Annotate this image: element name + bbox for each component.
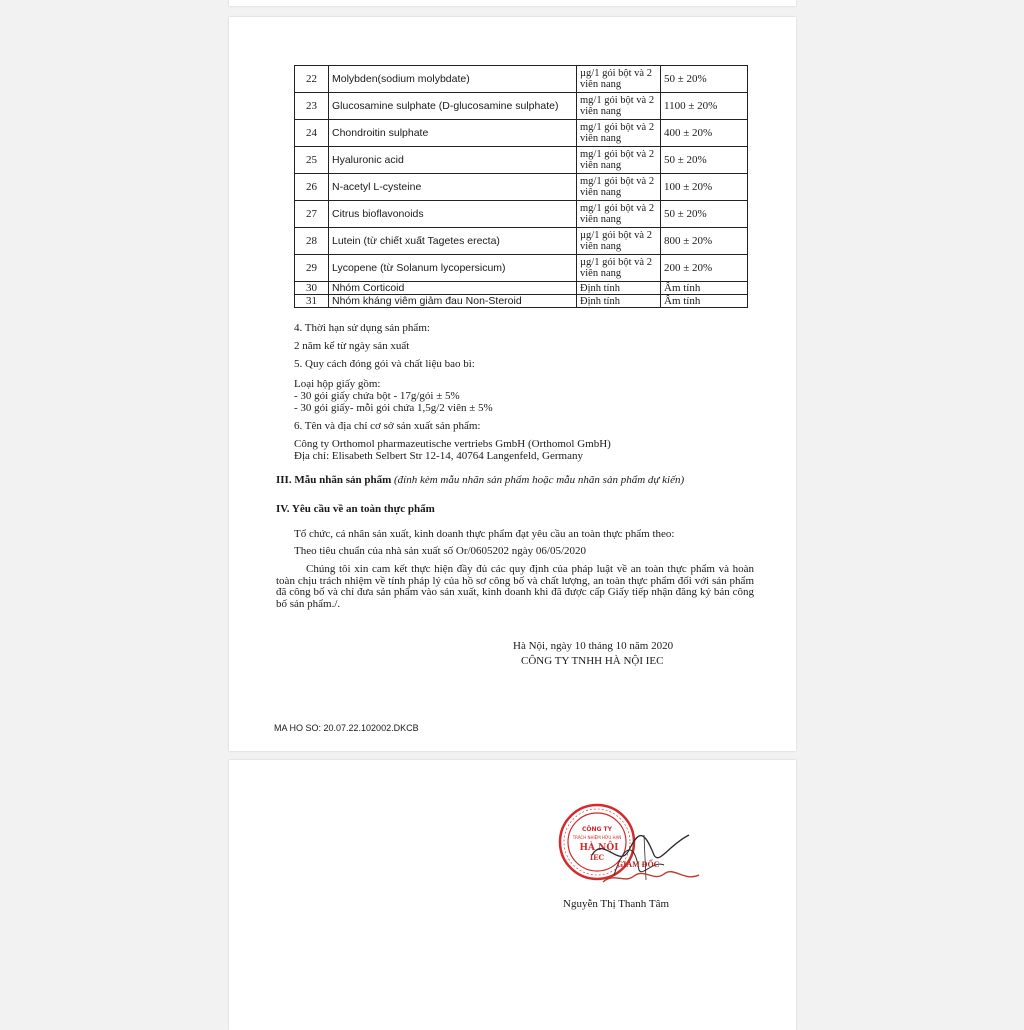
ingredient-name: Lycopene (từ Solanum lycopersicum)	[329, 255, 577, 282]
ingredient-value: 200 ± 20%	[661, 255, 748, 282]
ingredient-name: Hyaluronic acid	[329, 147, 577, 174]
ingredient-value: 50 ± 20%	[661, 66, 748, 93]
shelf-life-text: 2 năm kể từ ngày sản xuất	[294, 340, 410, 352]
commitment-paragraph	[276, 564, 754, 610]
svg-text:IEC: IEC	[589, 853, 605, 862]
ingredient-unit: mg/1 gói bột và 2 viên nang	[577, 174, 661, 201]
row-number: 29	[295, 255, 329, 282]
ingredient-unit: Định tính	[577, 282, 661, 295]
ingredient-name: Nhóm Corticoid	[329, 282, 577, 295]
table-row	[295, 282, 748, 295]
part-3-note: (đính kèm mẫu nhãn sản phẩm hoặc mẫu nhãn sản phẩm dự kiến)	[394, 474, 685, 486]
signoff-date: Hà Nội, ngày 10 tháng 10 năm 2020	[513, 640, 674, 652]
signer-name: Nguyễn Thị Thanh Tâm	[563, 898, 670, 910]
ingredient-name: Chondroitin sulphate	[329, 120, 577, 147]
signature-page	[229, 760, 796, 1030]
row-number: 28	[295, 228, 329, 255]
section-6-heading: 6. Tên và địa chỉ cơ sở sản xuất sản phẩm:	[294, 420, 481, 432]
ingredient-value: 800 ± 20%	[661, 228, 748, 255]
table-row	[295, 201, 748, 228]
manufacturer-address: Địa chỉ: Elisabeth Selbert Str 12-14, 40764 Langenfeld, Germany	[294, 450, 583, 462]
table-row	[295, 66, 748, 93]
ingredient-unit: mg/1 gói bột và 2 viên nang	[577, 147, 661, 174]
ingredient-name: Citrus bioflavonoids	[329, 201, 577, 228]
row-number: 27	[295, 201, 329, 228]
ingredient-unit: µg/1 gói bột và 2 viên nang	[577, 228, 661, 255]
row-number: 23	[295, 93, 329, 120]
ingredient-unit: mg/1 gói bột và 2 viên nang	[577, 93, 661, 120]
ingredient-value: 50 ± 20%	[661, 201, 748, 228]
ingredient-unit: mg/1 gói bột và 2 viên nang	[577, 201, 661, 228]
section-5-heading: 5. Quy cách đóng gói và chất liệu bao bì:	[294, 358, 475, 370]
previous-page-edge	[229, 0, 796, 6]
commitment-text: Chúng tôi xin cam kết thực hiện đầy đủ các quy định của pháp luật về an toàn thực phẩm và hoàn toàn chịu trách nhiệm về tính pháp lý của hồ sơ công bố và chất lượng, an toàn thực phẩm đối với sản phẩm đã công bố và chỉ đưa sản phẩm vào sản xuất, kinh doanh khi đã được cấp Giấy tiếp nhận đăng ký bản công bố sản phẩm./.	[276, 563, 754, 610]
svg-text:TRÁCH NHIỆM HỮU HẠN: TRÁCH NHIỆM HỮU HẠN	[572, 835, 622, 840]
ingredient-name: Nhóm kháng viêm giảm đau Non-Steroid	[329, 295, 577, 308]
ingredient-value: 100 ± 20%	[661, 174, 748, 201]
svg-text:CÔNG TY: CÔNG TY	[582, 826, 612, 833]
row-number: 31	[295, 295, 329, 308]
packaging-line: Loại hộp giấy gồm:	[294, 378, 381, 390]
table-row	[295, 120, 748, 147]
ingredient-name: Molybden(sodium molybdate)	[329, 66, 577, 93]
row-number: 24	[295, 120, 329, 147]
ingredient-unit: Định tính	[577, 295, 661, 308]
ingredient-value: Âm tính	[661, 295, 748, 308]
handwritten-name-stamp	[599, 868, 704, 888]
ingredient-table	[294, 65, 748, 308]
table-row	[295, 147, 748, 174]
section-4-heading: 4. Thời hạn sử dụng sản phẩm:	[294, 322, 430, 334]
ingredient-name: Glucosamine sulphate (D-glucosamine sulphate)	[329, 93, 577, 120]
director-title: GIÁM ĐỐC	[617, 860, 660, 869]
row-number: 26	[295, 174, 329, 201]
table-row	[295, 228, 748, 255]
ingredient-value: Âm tính	[661, 282, 748, 295]
row-number: 30	[295, 282, 329, 295]
row-number: 25	[295, 147, 329, 174]
ingredient-name: Lutein (từ chiết xuất Tagetes erecta)	[329, 228, 577, 255]
manufacturer-name: Công ty Orthomol pharmazeutische vertriebs GmbH (Orthomol GmbH)	[294, 438, 611, 450]
ingredient-value: 50 ± 20%	[661, 147, 748, 174]
ingredient-name: N-acetyl L-cysteine	[329, 174, 577, 201]
signoff-company: CÔNG TY TNHH HÀ NỘI IEC	[521, 655, 664, 667]
packaging-line: - 30 gói giấy- mỗi gói chứa 1,5g/2 viên ± 5%	[294, 402, 493, 414]
safety-requirement-line: Tổ chức, cá nhân sản xuất, kinh doanh thực phẩm đạt yêu cầu an toàn thực phẩm theo:	[294, 528, 675, 540]
ingredient-value: 400 ± 20%	[661, 120, 748, 147]
ingredient-value: 1100 ± 20%	[661, 93, 748, 120]
part-4-heading: IV. Yêu cầu về an toàn thực phẩm	[276, 503, 435, 515]
part-3-heading	[276, 474, 684, 486]
ingredient-unit: µg/1 gói bột và 2 viên nang	[577, 66, 661, 93]
part-3-title: III. Mẫu nhãn sản phẩm	[276, 474, 392, 486]
standard-reference: Theo tiêu chuẩn của nhà sản xuất số Or/0605202 ngày 06/05/2020	[294, 545, 587, 557]
ingredient-unit: µg/1 gói bột và 2 viên nang	[577, 255, 661, 282]
table-row	[295, 295, 748, 308]
svg-text:HÀ NỘI: HÀ NỘI	[579, 843, 619, 853]
table-row	[295, 174, 748, 201]
table-row	[295, 93, 748, 120]
dossier-code: MA HO SO: 20.07.22.102002.DKCB	[274, 723, 419, 733]
row-number: 22	[295, 66, 329, 93]
table-row	[295, 255, 748, 282]
ingredient-unit: mg/1 gói bột và 2 viên nang	[577, 120, 661, 147]
packaging-line: - 30 gói giấy chứa bột - 17g/gói ± 5%	[294, 390, 460, 402]
document-page	[229, 17, 796, 751]
